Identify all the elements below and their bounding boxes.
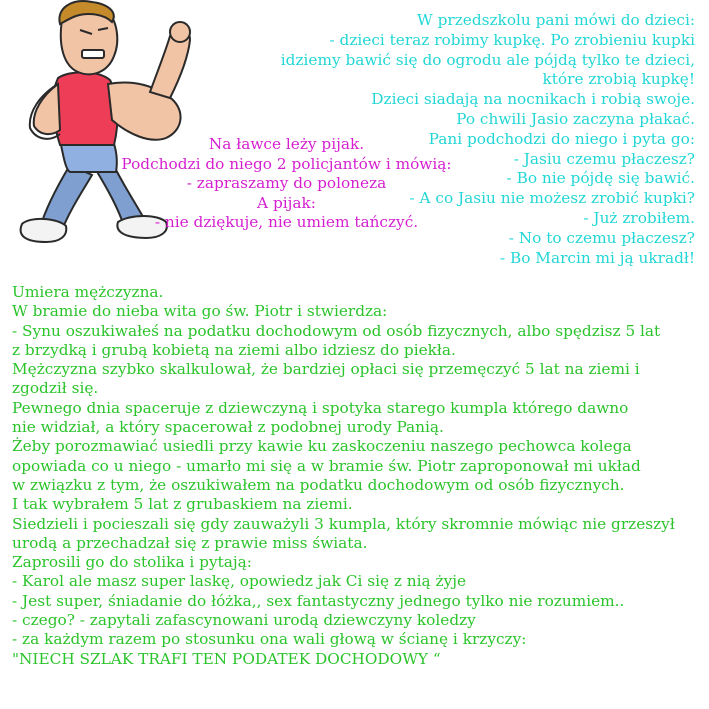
joke-line: opowiada co u niego - umarło mi się a w bramie św. Piotr zaproponował mi układ [12, 456, 641, 475]
joke-line: Żeby porozmawiać usiedli przy kawie ku zaskoczeniu naszego pechowca kolega [12, 437, 632, 456]
joke-line: Umiera mężczyzna. [12, 283, 164, 301]
joke-line: - czego? - zapytali zafascynowani urodą dziewczyny koledzy [12, 611, 476, 630]
joke-line: - Już zrobiłem. [583, 208, 695, 227]
joke-line: nie widział, a który spacerował z podobnej urody Panią. [12, 418, 444, 437]
joke-line: - za każdym razem po stosunku ona wali głową w ścianę i krzyczy: [12, 630, 527, 649]
joke-line: idziemy bawić się do ogrodu ale pójdą tylko te dzieci, [280, 50, 695, 69]
joke-line: "NIECH SZLAK TRAFI TEN PODATEK DOCHODOWY “ [12, 649, 441, 668]
joke-line: - No to czemu płaczesz? [508, 228, 695, 247]
joke-line: Zaprosili go do stolika i pytają: [12, 553, 252, 572]
joke-line: W bramie do nieba wita go św. Piotr i stwierdza: [12, 302, 388, 321]
joke-line: - zapraszamy do poloneza [186, 174, 387, 193]
joke-line: w związku z tym, że oszukiwałem na podatku dochodowym od osób fizycznych. [12, 475, 625, 494]
joke-line: z brzydką i grubą kobietą na ziemi albo idziesz do piekła. [12, 340, 456, 359]
joke-line: które zrobią kupkę! [542, 70, 695, 89]
joke-line: Mężczyzna szybko skalkulował, że bardziej opłaci się przemęczyć 5 lat na ziemi i [12, 360, 640, 379]
joke-line: Pani podchodzi do niego i pyta go: [428, 129, 695, 148]
joke-line: I tak wybrałem 5 lat z grubaskiem na ziemi. [12, 495, 353, 514]
joke-line: urodą a przechadzał się z prawie miss świata. [12, 533, 368, 552]
joke-line: - Synu oszukiwałeś na podatku dochodowym od osób fizycznych, albo spędzisz 5 lat [12, 321, 661, 340]
joke-line: - Bo Marcin mi ją ukradł! [499, 248, 695, 267]
joke-line: Po chwili Jasio zaczyna płakać. [456, 109, 695, 128]
joke-line: W przedszkolu pani mówi do dzieci: [417, 11, 695, 29]
joke-line: - Jest super, śniadanie do łóżka,, sex fantastyczny jednego tylko nie rozumiem.. [12, 591, 625, 610]
joke-line: Dzieci siadają na nocnikach i robią swoje. [371, 90, 695, 109]
joke-line: A pijak: [257, 193, 316, 212]
joke-line: - Karol ale masz super laskę, opowiedz jak Ci się z nią żyje [12, 572, 467, 591]
joke-drunk [116, 135, 457, 233]
joke-line: Na ławce leży pijak. [208, 135, 365, 153]
joke-line: Pewnego dnia spaceruje z dziewczyną i spotyka starego kumpla którego dawno [12, 398, 629, 417]
joke-line: Siedzieli i pocieszali się gdy zauważyli 3 kumpla, który skromnie mówiąc nie grzeszył [12, 514, 675, 533]
joke-line: zgodził się. [12, 379, 99, 398]
joke-line: - dzieci teraz robimy kupkę. Po zrobieniu kupki [329, 30, 695, 49]
joke-line: - A co Jasiu nie możesz zrobić kupki? [409, 189, 695, 208]
joke-line: - nie dziękuje, nie umiem tańczyć. [154, 213, 419, 232]
joke-tax [12, 283, 709, 669]
joke-line: - Bo nie pójdę się bawić. [506, 169, 695, 188]
joke-line: - Jasiu czemu płaczesz? [513, 149, 695, 168]
joke-line: Podchodzi do niego 2 policjantów i mówią: [121, 154, 452, 173]
